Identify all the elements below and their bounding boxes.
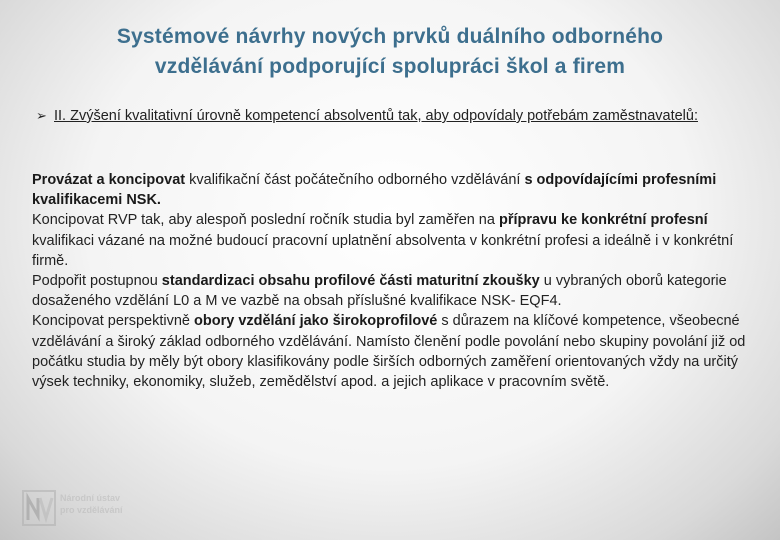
slide-title-line-2: vzdělávání podporující spolupráci škol a firem: [154, 55, 626, 78]
emphasis-text: Provázat a koncipovat: [32, 172, 186, 188]
logo-line-1: Národní ústav: [60, 493, 121, 503]
paragraph-text: kvalifikační část počátečního odborného vzdělávání: [185, 172, 525, 188]
logo-text: [60, 492, 123, 516]
paragraph-text: Podpořit postupnou: [32, 273, 162, 290]
bullet-heading-text: II. Zvýšení kvalitativní úrovně kompetencí absolventů tak, aby odpovídaly potřebám zaměstnavatelů:: [54, 108, 698, 124]
paragraph-text: s důrazem na klíčové kompetence, všeobecné vzdělávání a široký základ odborného vzdělávání. Namísto členění podle povolání nebo skupiny povolání již od počátku studia by měly být obory klasifikovány podle širších odborných zaměření orientovaných vždy na určitý výsek techniky, ekonomiky, služeb, zemědělství apod. a jejich aplikace v pracovním světě.: [32, 313, 746, 391]
paragraph: [32, 170, 752, 210]
paragraph: [32, 210, 752, 271]
slide-title-line-1: Systémové návrhy nových prvků duálního odborného: [116, 25, 664, 48]
emphasis-text: obory vzdělání jako širokoprofilové: [194, 313, 438, 330]
paragraph-text: u vybraných oborů kategorie dosaženého vzdělání L0 a M ve vazbě na obsah příslušné kvalifikace NSK- EQF4.: [32, 273, 727, 310]
paragraph: [32, 271, 752, 311]
slide-title: [40, 22, 740, 82]
paragraph: [32, 311, 752, 392]
arrow-bullet-icon: ➢: [36, 108, 47, 123]
bullet-heading: [36, 106, 736, 126]
logo-line-2: pro vzdělávání: [60, 505, 123, 515]
institution-logo: [22, 488, 142, 530]
paragraph-text: Koncipovat RVP tak, aby alespoň poslední ročník studia byl zaměřen na: [32, 212, 499, 229]
paragraph-text: Koncipovat perspektivně: [32, 313, 195, 330]
body-text: [32, 170, 752, 392]
emphasis-text: přípravu ke konkrétní profesní: [498, 212, 708, 229]
emphasis-text: s odpovídajícími profesními kvalifikacemi NSK.: [32, 172, 717, 209]
nuv-logo-icon: [22, 490, 56, 526]
paragraph-text: kvalifikaci vázané na možné budoucí pracovní uplatnění absolventa v konkrétní profesi a ideálně i v konkrétní firmě.: [32, 232, 734, 269]
emphasis-text: standardizaci obsahu profilové části maturitní zkoušky: [161, 273, 540, 290]
